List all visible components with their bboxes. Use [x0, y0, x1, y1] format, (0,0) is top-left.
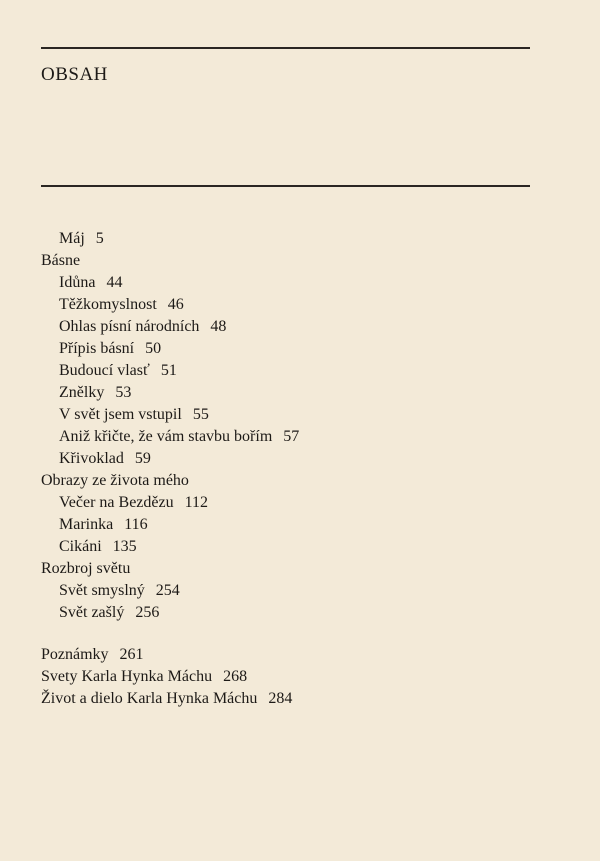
toc-page: 135: [112, 538, 137, 555]
toc-entry: [59, 230, 104, 248]
toc-title: Přípis básní: [59, 340, 135, 357]
toc-section: [41, 252, 80, 270]
toc-page: 284: [268, 690, 293, 707]
toc-entry: [59, 340, 161, 358]
toc-page: 46: [167, 296, 184, 313]
toc-section: [41, 472, 189, 490]
toc-title: Cikáni: [59, 538, 102, 555]
toc-title: Poznámky: [41, 646, 109, 663]
toc-entry: [59, 428, 299, 446]
toc-page: 57: [283, 428, 300, 445]
toc-page: 55: [192, 406, 209, 423]
toc-title: Marinka: [59, 516, 114, 533]
toc-page: 53: [115, 384, 132, 401]
toc-title: Svety Karla Hynka Máchu: [41, 668, 213, 685]
toc-page: 59: [134, 450, 151, 467]
toc-title: Idůna: [59, 274, 96, 291]
toc-page: 256: [135, 604, 160, 621]
toc-page: 268: [223, 668, 248, 685]
toc-entry: [59, 538, 137, 556]
toc-section: [41, 560, 130, 578]
toc-title: Večer na Bezdězu: [59, 494, 174, 511]
toc-title: Život a dielo Karla Hynka Máchu: [41, 690, 258, 707]
toc-page: 112: [184, 494, 208, 511]
toc-page: 5: [95, 230, 104, 247]
toc-title: Svět zašlý: [59, 604, 125, 621]
toc-title: Znělky: [59, 384, 105, 401]
top-rule: [41, 47, 530, 49]
toc-entry: [59, 384, 131, 402]
toc-entry: [59, 296, 184, 314]
toc-entry: [59, 406, 209, 424]
toc-title: V svět jsem vstupil: [59, 406, 182, 423]
toc-page: 254: [155, 582, 180, 599]
toc-page: 261: [119, 646, 144, 663]
toc-entry: [41, 646, 144, 664]
toc-title: Těžkomyslnost: [59, 296, 157, 313]
toc-title: Máj: [59, 230, 85, 247]
toc-title: Budoucí vlasť: [59, 362, 150, 379]
toc-entry: [59, 318, 226, 336]
toc-page: 50: [145, 340, 162, 357]
toc-title: Básne: [41, 252, 81, 269]
toc-page: 44: [106, 274, 123, 291]
toc-entry: [59, 582, 180, 600]
toc-title: Aniž křičte, že vám stavbu bořím: [59, 428, 273, 445]
toc-title: Ohlas písní národních: [59, 318, 200, 335]
toc-entry: [59, 494, 208, 512]
toc-page: 48: [210, 318, 227, 335]
bottom-rule: [41, 185, 530, 187]
toc-page: 51: [160, 362, 177, 379]
toc-entry: [59, 274, 122, 292]
toc-title: Rozbroj světu: [41, 560, 131, 577]
toc-entry: [41, 668, 247, 686]
toc-entry: [59, 604, 159, 622]
toc-entry: [59, 362, 177, 380]
toc-title: Obrazy ze života mého: [41, 472, 189, 489]
toc-entry: [59, 450, 151, 468]
toc-page: 116: [124, 516, 148, 533]
toc-entry: [41, 690, 292, 708]
toc-title: Křivoklad: [59, 450, 124, 467]
contents-heading: OBSAH: [41, 64, 108, 85]
toc-entry: [59, 516, 148, 534]
toc-title: Svět smyslný: [59, 582, 145, 599]
